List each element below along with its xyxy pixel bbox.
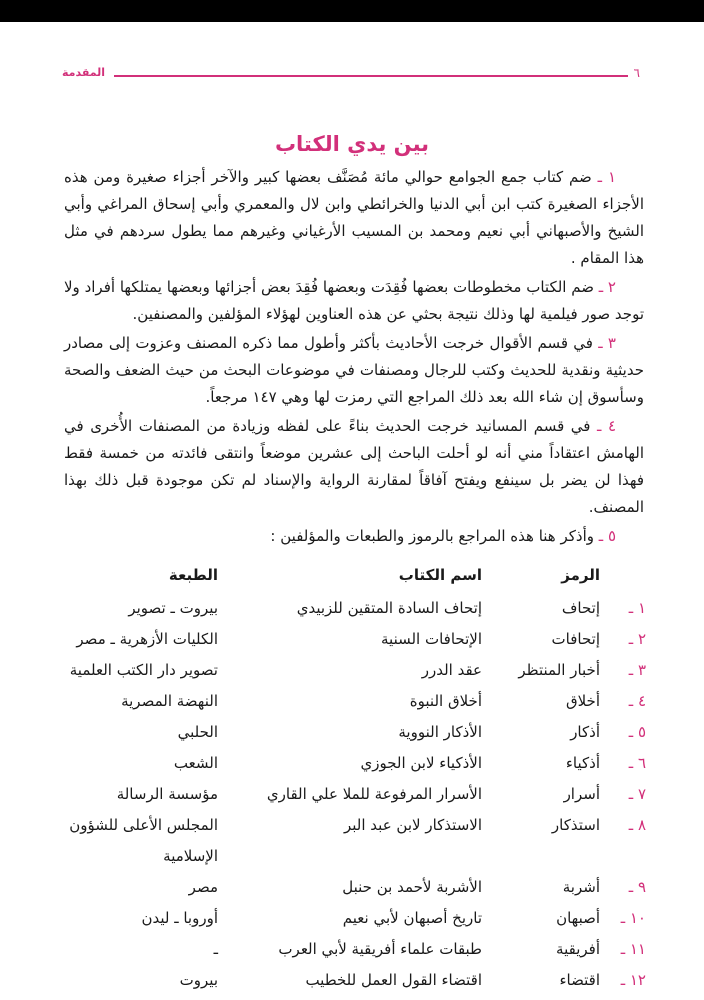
table-row [56,778,646,809]
row-number: ٨ ـ [628,815,646,834]
row-title: الأشربة لأحمد بن حنبل [342,877,482,896]
row-code: أذكياء [565,753,600,772]
paragraph [64,164,644,272]
paragraph-number: ٣ ـ [598,334,616,352]
header-rule [114,75,628,77]
row-edition: الحلبي [177,722,218,741]
paragraph-text: في قسم المسانيد خرجت الحديث بناءً على لفظه وزيادة من المصنفات الأُخرى في الهامش اعتقاداً مني أنه لو أحلت الباحث إلى عشرين موضعاً وانتقى فائدته من خمسة فقط فهذا لن يضر بل سينفع ويفتح آفاقاً لمقارنة الرواية والإسناد لم تكن موجودة قبل ذلك بهذا المصنف. [64,417,644,516]
header-edition: الطبعة [168,566,218,584]
paragraph [64,523,644,550]
row-edition: الشعب [173,753,218,772]
paragraph-number: ٤ ـ [597,417,616,435]
row-code: استذكار [551,815,600,834]
table-row [56,902,646,933]
paragraph-text: ضم كتاب جمع الجوامع حوالي مائة مُصَنَّف بعضها كبير والآخر أجزاء صغيرة ومن هذه الأجزاء الصغيرة كتب ابن أبي الدنيا والخرائطي وابن لال والمعمري وأبي إسحاق المراغي وأبي الشيخ والأصبهاني أبي نعيم ومحمد بن المسيب الأرغياني وغيرهم مما يطول سردهم في مثل هذا المقام . [64,168,644,267]
row-edition: بيروت ـ تصوير [128,598,218,617]
page-number: ٦ [633,66,640,80]
table-row [56,747,646,778]
header-title: اسم الكتاب [398,566,482,584]
row-edition: أوروبا ـ ليدن [141,908,218,927]
row-code: أسرار [563,784,600,803]
row-number: ١ ـ [628,598,646,617]
table-row [56,964,646,995]
row-code: اقتضاء [559,970,600,989]
table-row [56,654,646,685]
paragraph-text: ضم الكتاب مخطوطات بعضها فُقِدَت وبعضها فُقِدَ بعض أجزائها وبعضها يمتلكها أفراد ولا توجد صور فيلمية لها وذلك نتيجة بحثي عن هذه العناوين لهؤلاء المؤلفين والمصنفين. [64,278,644,323]
table-row [56,933,646,964]
paragraph [64,330,644,411]
running-header [62,64,640,84]
row-code: أذكار [570,722,600,741]
row-edition: الكليات الأزهرية ـ مصر [76,629,218,648]
references-table [56,558,646,995]
paragraph-number: ٥ ـ [598,527,616,545]
top-black-bar [0,0,704,22]
row-edition: المجلس الأعلى للشؤون [69,815,218,834]
table-row [56,809,646,840]
row-edition: ـ [213,939,218,958]
header-code: الرمز [561,566,600,584]
row-title: الأسرار المرفوعة للملا علي القاري [266,784,482,803]
row-edition-continued: الإسلامية [163,846,218,865]
paragraph-text: في قسم الأقوال خرجت الأحاديث بأكثر وأطول مما ذكره المصنف وعزوت إلى مصادر حديثية ونقدية للحديث وكتب للرجال ومصنفات في موضوعات البحث من حيث الضعف والصحة وسأسوق إن شاء الله بعد ذلك المراجع التي رمزت لها وهي ١٤٧ مرجعاً. [64,334,644,406]
table-row [56,592,646,623]
row-title: أخلاق النبوة [409,691,482,710]
row-code: إتحاف [561,598,600,617]
body-text [64,164,644,550]
row-edition: مؤسسة الرسالة [116,784,218,803]
row-title: الأذكياء لابن الجوزي [360,753,482,772]
row-title: الأذكار النووية [398,722,482,741]
row-edition: النهضة المصرية [121,691,218,710]
row-number: ١٢ ـ [620,970,646,989]
row-title: إتحاف السادة المتقين للزبيدي [296,598,482,617]
row-code: أصبهان [556,908,600,927]
row-number: ٩ ـ [628,877,646,896]
paragraph-number: ٢ ـ [598,278,616,296]
paragraph-text: وأذكر هنا هذه المراجع بالرموز والطبعات والمؤلفين : [270,527,594,545]
row-number: ٣ ـ [628,660,646,679]
paragraph [64,413,644,521]
page-title: بين يدي الكتاب [274,132,430,156]
table-header [56,558,646,592]
row-title: الإتحافات السنية [381,629,482,648]
row-edition: تصوير دار الكتب العلمية [69,660,218,679]
row-code: أخلاق [565,691,600,710]
paragraph [64,274,644,328]
row-title: تاريخ أصبهان لأبي نعيم [342,908,482,927]
row-number: ٦ ـ [628,753,646,772]
row-number: ٢ ـ [628,629,646,648]
row-edition: مصر [188,877,218,896]
row-number: ٧ ـ [628,784,646,803]
table-row-continuation [56,840,646,871]
table-row [56,871,646,902]
row-title: عقد الدرر [421,660,482,679]
row-edition: بيروت [179,970,218,989]
row-title: الاستذكار لابن عبد البر [344,815,482,834]
table-row [56,623,646,654]
row-code: أفريقية [556,939,600,958]
row-number: ١١ ـ [620,939,646,958]
section-name: المقدمة [62,66,106,79]
table-row [56,716,646,747]
row-code: أشربة [562,877,600,896]
row-number: ٤ ـ [628,691,646,710]
row-number: ١٠ ـ [620,908,646,927]
row-number: ٥ ـ [628,722,646,741]
row-title: اقتضاء القول العمل للخطيب [305,970,482,989]
table-row [56,685,646,716]
row-title: طبقات علماء أفريقية لأبي العرب [278,939,482,958]
paragraph-number: ١ ـ [597,168,616,186]
row-code: إتحافات [551,629,600,648]
row-code: أخبار المنتظر [518,660,600,679]
